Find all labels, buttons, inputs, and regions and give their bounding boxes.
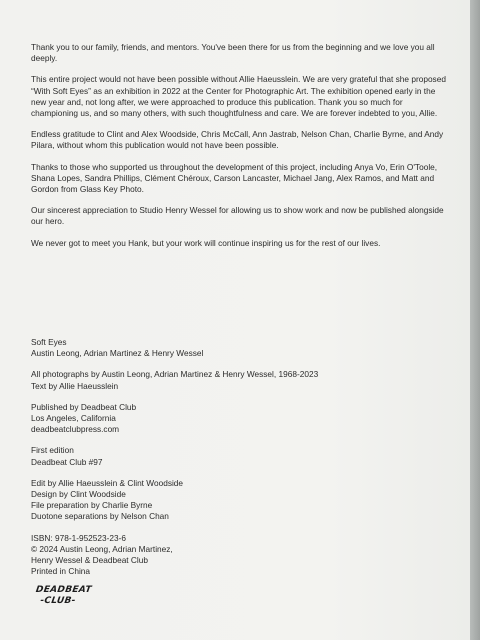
colophon-title-block bbox=[31, 337, 391, 359]
colophon-production-block bbox=[31, 478, 391, 523]
acknowledgements bbox=[31, 42, 449, 259]
colophon bbox=[31, 337, 391, 587]
edit-credit: Edit by Allie Haeusslein & Clint Woodside bbox=[31, 477, 184, 488]
text-credit: Text by Allie Haeusslein bbox=[31, 380, 119, 391]
publisher-name: Published by Deadbeat Club bbox=[31, 401, 137, 412]
colophon-publisher-block bbox=[31, 402, 391, 436]
logo-line-2: -CLUB- bbox=[39, 596, 77, 606]
deadbeat-club-logo bbox=[33, 585, 92, 607]
colophon-legal-block bbox=[31, 533, 391, 578]
file-prep-credit: File preparation by Charlie Byrne bbox=[31, 500, 153, 511]
ack-paragraph-supporters: Thanks to those who supported us throughout the development of this project, including Anya Vo, Erin O'Toole, Shana Lopes, Sandra Phillips, Clément Chéroux, Carson Lancaster, Michael Jang, Alex Ramos, and Matt and Gordon from Glass Key Photo. bbox=[31, 161, 438, 195]
duotone-credit: Duotone separations by Nelson Chan bbox=[31, 511, 169, 522]
ack-paragraph-allie: This entire project would not have been possible without Allie Haeusslein. We are very grateful that she proposed “With Soft Eyes” as an exhibition in 2022 at the Center for Photographic Art. The exhibition opened early in the new year and, not long after, we were approached to produce this publication. Thank you so much for championing us, and so many others, with such thoughtfulness and care. We are forever indebted to you, Allie. bbox=[31, 74, 446, 119]
publisher-location: Los Angeles, California bbox=[31, 413, 116, 424]
edition-number: Deadbeat Club #97 bbox=[31, 456, 103, 467]
photo-credit: All photographs by Austin Leong, Adrian Martinez & Henry Wessel, 1968-2023 bbox=[31, 369, 319, 380]
ack-paragraph-gratitude: Endless gratitude to Clint and Alex Woodside, Chris McCall, Ann Jastrab, Nelson Chan, Charlie Byrne, and Andy Pilara, without whom this publication would not have been possible. bbox=[31, 129, 444, 151]
ack-paragraph-hank: We never got to meet you Hank, but your work will continue inspiring us for the rest of our lives. bbox=[31, 237, 381, 248]
ack-paragraph-studio: Our sincerest appreciation to Studio Henry Wessel for allowing us to show work and now be published alongside our hero. bbox=[31, 205, 444, 227]
colophon-credits-block bbox=[31, 369, 391, 391]
book-authors: Austin Leong, Adrian Martinez & Henry Wessel bbox=[31, 348, 204, 359]
copyright-line-1: © 2024 Austin Leong, Adrian Martinez, bbox=[31, 543, 173, 554]
ack-paragraph-family: Thank you to our family, friends, and mentors. You've been there for us from the beginning and we love you all deeply. bbox=[31, 42, 435, 64]
page-edge bbox=[470, 0, 480, 640]
publisher-website: deadbeatclubpress.com bbox=[31, 424, 120, 435]
printed-in: Printed in China bbox=[31, 566, 91, 577]
design-credit: Design by Clint Woodside bbox=[31, 489, 126, 500]
colophon-edition-block bbox=[31, 445, 391, 467]
isbn: ISBN: 978-1-952523-23-6 bbox=[31, 532, 127, 543]
logo-line-1: DEADBEAT bbox=[35, 585, 93, 595]
book-title: Soft Eyes bbox=[31, 337, 67, 347]
copyright-line-2: Henry Wessel & Deadbeat Club bbox=[31, 555, 148, 566]
edition-label: First edition bbox=[31, 445, 74, 456]
